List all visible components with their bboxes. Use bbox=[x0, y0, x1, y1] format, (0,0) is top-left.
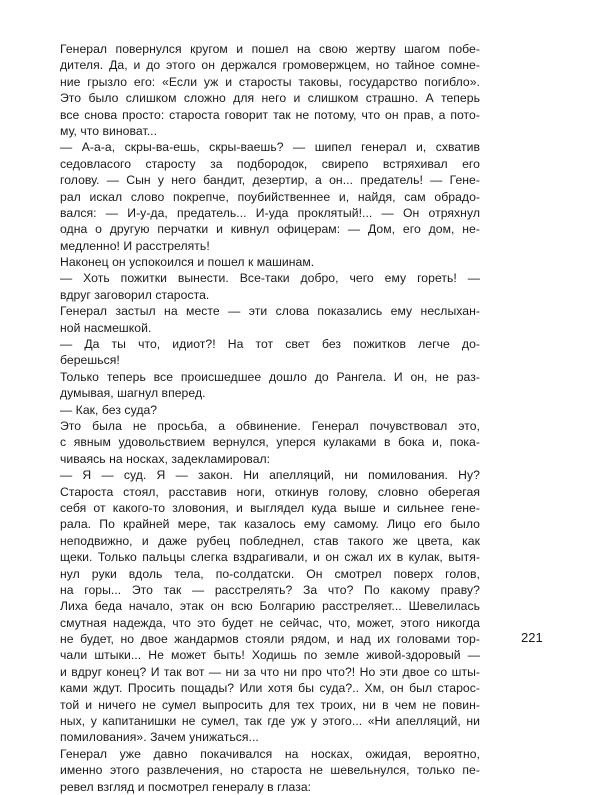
text-line: — А-а-а, скры-ва-ешь, скры-ваешь? — шипел генерал и, схватив bbox=[60, 140, 480, 155]
text-line: чали штыки... Не может быть! Ходишь по земле живой-здоровый — bbox=[60, 648, 480, 663]
text-line: — Как, без суда? bbox=[60, 402, 158, 417]
text-line: — Хоть пожитки вынести. Все-таки добро, чего ему гореть! — bbox=[60, 271, 480, 286]
text-line: чиваясь на носках, задекламировал: bbox=[60, 451, 271, 466]
text-line: вдруг заговорил староста. bbox=[60, 287, 210, 302]
text-line: му, что виноват... bbox=[60, 123, 158, 138]
text-line: голову. — Сын у него бандит, дезертир, а он... предатель! — Гене- bbox=[60, 173, 480, 188]
text-line: одна о другую перчатки и кивнул офицерам: — Дом, его дом, не- bbox=[60, 222, 480, 237]
text-line: на горы... Это так — расстрелять? За что? По какому праву? bbox=[60, 582, 480, 597]
text-line: ной насмешкой. bbox=[60, 320, 152, 335]
text-line: — Да ты что, идиот?! На тот свет без пожитков легче до- bbox=[60, 337, 480, 352]
page-number: 221 bbox=[521, 630, 543, 645]
text-line: Наконец он успокоился и пошел к машинам. bbox=[60, 255, 315, 270]
text-line: Только теперь все происшедшее дошло до Рангела. И он, не раз- bbox=[60, 369, 480, 384]
text-line: смутная надежда, что это будет не сейчас, что, может, этого никогда bbox=[60, 615, 480, 630]
text-line: Генерал повернулся кругом и пошел на свою жертву шагом побе- bbox=[60, 42, 480, 56]
text-line: не будет, но двое жандармов стояли рядом, и над их головами тор- bbox=[60, 632, 480, 647]
text-line: той и ничего не сумел выпросить для тех троих, ни в чем не повин- bbox=[60, 697, 480, 712]
text-line: берешься! bbox=[60, 353, 120, 368]
text-line: Генерал уже давно покачивался на носках, ожидая, вероятно, bbox=[60, 746, 480, 761]
text-line: рал искал слово покрепче, поубийственнее и, найдя, сам обрадо- bbox=[60, 189, 480, 204]
text-line: ревел взгляд и посмотрел генералу в глаза: bbox=[60, 779, 312, 794]
text-line: Лиха беда начало, этак он всю Болгарию расстреляет... Шевелилась bbox=[60, 599, 480, 614]
text-line: себя от какого-то зловония, и выглядел куда выше и сильнее гене- bbox=[60, 500, 480, 515]
text-line: дителя. Да, и до этого он держался громовержцем, но тайное сомне- bbox=[60, 58, 480, 73]
text-line: Это было слишком сложно для него и слишком страшно. А теперь bbox=[60, 91, 480, 106]
text-line: неподвижно, и даже рубец побледнел, став такого же цвета, как bbox=[60, 533, 480, 548]
text-line: и вдруг конец? И так вот — ни за что ни про что?! Но эти двое со шты- bbox=[60, 664, 480, 679]
text-line: ных, у капитанишки не сумел, так где уж у этого... «Ни апелляций, ни bbox=[60, 714, 480, 729]
text-line: Генерал застыл на месте — эти слова показались ему неслыхан- bbox=[60, 304, 480, 319]
text-line: именно этого развлечения, но староста не шевельнулся, только пе- bbox=[60, 763, 480, 778]
text-line: нул руки вдоль тела, по-солдатски. Он смотрел поверх голов, bbox=[60, 566, 480, 581]
text-line: вался: — И-у-да, предатель... И-уда проклятый!... — Он отряхнул bbox=[60, 205, 480, 220]
text-line: с явным удовольствием вернулся, уперся кулаками в бока и, пока- bbox=[60, 435, 480, 450]
text-line: Староста стоял, расставив ноги, откинув голову, словно оберегая bbox=[60, 484, 480, 499]
text-line: медленно! И расстрелять! bbox=[60, 238, 210, 253]
text-line: рала. По крайней мере, так казалось ему самому. Лицо его было bbox=[60, 517, 480, 532]
text-line: седовласого старосту за подбородок, свирепо встряхивал его bbox=[60, 156, 480, 171]
text-line: — Я — суд. Я — закон. Ни апелляций, ни помилования. Ну? bbox=[60, 468, 480, 483]
text-line: ками ждут. Просить пощады? Или хотя бы суда?.. Хм, он был старос- bbox=[60, 681, 480, 696]
text-line: щеки. Только пальцы слегка вздрагивали, и он сжал их в кулак, вытя- bbox=[60, 550, 480, 565]
text-line: думывая, шагнул вперед. bbox=[60, 386, 206, 401]
body-text bbox=[60, 41, 480, 795]
text-line: все снова просто: староста говорит так не потому, что он прав, а пото- bbox=[60, 107, 480, 122]
text-line: ние грызло его: «Если уж и старосты таковы, государство погибло». bbox=[60, 74, 480, 89]
text-line: помилования». Зачем унижаться... bbox=[60, 730, 259, 745]
text-line: Это была не просьба, а обвинение. Генерал почувствовал это, bbox=[60, 418, 480, 433]
